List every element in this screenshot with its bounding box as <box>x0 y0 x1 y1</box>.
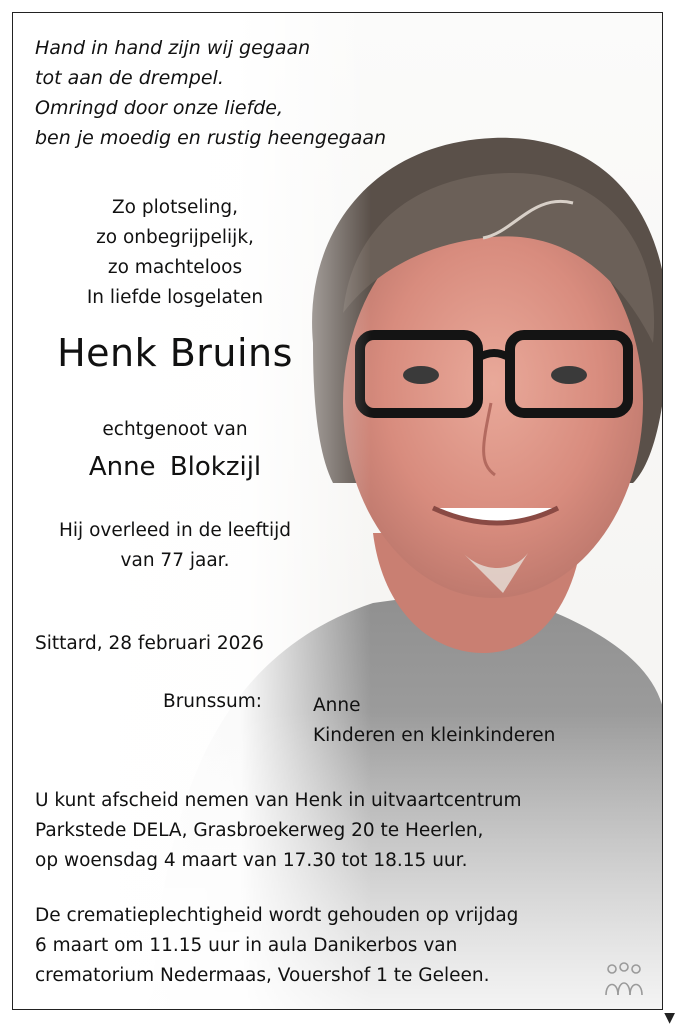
ceremony-line: crematorium Nedermaas, Vouershof 1 te Geleen. <box>35 965 490 986</box>
place-date: Sittard, 28 februari 2026 <box>35 633 264 654</box>
intro-line: In liefde losgelaten <box>86 287 264 308</box>
visitation-line: Parkstede DELA, Grasbroekerweg 20 te Heerlen, <box>35 820 484 841</box>
down-arrow-icon[interactable]: ▼ <box>664 1010 675 1026</box>
ceremony-line: De crematieplechtigheid wordt gehouden op vrijdag <box>35 905 519 926</box>
age-line: van 77 jaar. <box>120 550 230 571</box>
visitation-info <box>35 786 522 876</box>
ceremony-line: 6 maart om 11.15 uur in aula Danikerbos van <box>35 935 458 956</box>
poem-line: Hand in hand zijn wij gegaan <box>35 37 311 59</box>
intro-line: zo onbegrijpelijk, <box>96 227 254 248</box>
family-logo-icon <box>600 961 648 997</box>
spouse-name: Anne Blokzijl <box>88 452 262 482</box>
spouse-label: echtgenoot van <box>102 419 248 440</box>
family-line: Anne <box>313 695 361 716</box>
visitation-line: U kunt afscheid nemen van Henk in uitvaartcentrum <box>35 790 522 811</box>
poem <box>35 33 386 153</box>
age-line: Hij overleed in de leeftijd <box>59 520 291 541</box>
family-line: Kinderen en kleinkinderen <box>313 725 556 746</box>
poem-line: Omringd door onze liefde, <box>35 97 284 119</box>
intro-verse <box>25 193 325 313</box>
ceremony-info <box>35 901 518 991</box>
intro-line: Zo plotseling, <box>112 197 238 218</box>
obituary-card <box>12 12 663 1010</box>
deceased-name: Henk Bruins <box>57 331 293 375</box>
family-members <box>313 691 555 751</box>
poem-line: tot aan de drempel. <box>35 67 224 89</box>
age-statement <box>25 516 325 576</box>
intro-line: zo machteloos <box>107 257 243 278</box>
visitation-line: op woensdag 4 maart van 17.30 tot 18.15 uur. <box>35 850 468 871</box>
family-place: Brunssum: <box>163 691 263 712</box>
poem-line: ben je moedig en rustig heengegaan <box>35 127 387 149</box>
